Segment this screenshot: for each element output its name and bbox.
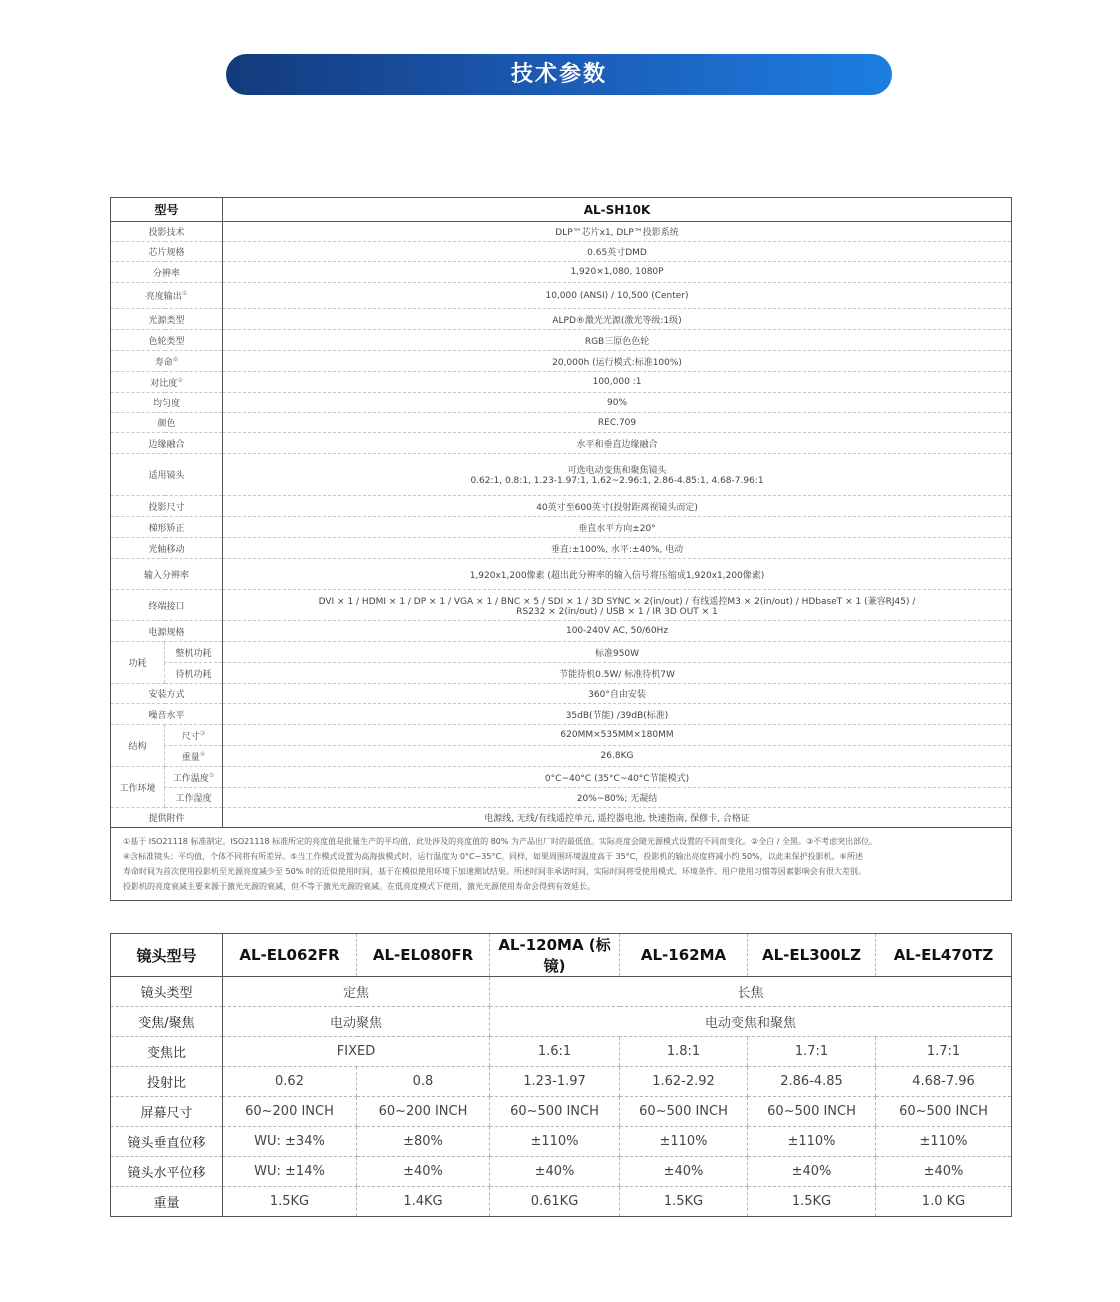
spec-row	[111, 496, 1012, 517]
spec-value: RGB三原色色轮	[223, 330, 1012, 351]
spec-label-cell	[111, 372, 223, 393]
lens-cell: ±80%	[357, 1127, 490, 1157]
spec-value: 垂直水平方向±20°	[223, 517, 1012, 538]
spec-value-cell	[223, 590, 1012, 621]
spec-value: 水平和垂直边缘融合	[223, 433, 1012, 454]
spec-row	[111, 393, 1012, 413]
lens-cell: ±110%	[620, 1127, 748, 1157]
lens-cell: ±40%	[748, 1157, 876, 1187]
lens-cell: 1.5KG	[620, 1187, 748, 1217]
lens-model: AL-162MA	[620, 934, 748, 977]
lens-cell: WU: ±14%	[223, 1157, 357, 1187]
spec-row	[111, 309, 1012, 330]
spec-label: 噪音水平	[111, 704, 223, 725]
lens-header-row	[111, 934, 1012, 977]
lens-cell: 1.5KG	[223, 1187, 357, 1217]
spec-row	[111, 642, 1012, 663]
spec-value: 20,000h (运行模式:标准100%)	[223, 351, 1012, 372]
spec-row	[111, 725, 1012, 746]
spec-value: 10,000 (ANSI) / 10,500 (Center)	[223, 283, 1012, 309]
spec-value: 100-240V AC, 50/60Hz	[223, 621, 1012, 642]
spec-label: 电源规格	[111, 621, 223, 642]
lens-row-label: 变焦/聚焦	[111, 1007, 223, 1037]
spec-label: 提供附件	[111, 808, 223, 828]
lens-cell: ±40%	[357, 1157, 490, 1187]
spec-sub-label-cell	[165, 767, 223, 788]
spec-label: 投影技术	[111, 222, 223, 242]
lens-cell: 1.6:1	[490, 1037, 620, 1067]
lens-row	[111, 977, 1012, 1007]
lens-row	[111, 1097, 1012, 1127]
spec-value: 35dB(节能) /39dB(标准)	[223, 704, 1012, 725]
spec-value: 620MM×535MM×180MM	[223, 725, 1012, 746]
lens-cell: 电动变焦和聚焦	[490, 1007, 1012, 1037]
spec-label: 色轮类型	[111, 330, 223, 351]
footnote-marker: ④	[199, 750, 206, 758]
spec-value-line: RS232 × 2(in/out) / USB × 1 / IR 3D OUT × 1	[516, 606, 718, 617]
spec-label: 光轴移动	[111, 538, 223, 559]
lens-row	[111, 1067, 1012, 1097]
spec-row	[111, 808, 1012, 828]
spec-label: 芯片规格	[111, 242, 223, 262]
spec-sub-label-cell	[165, 746, 223, 767]
spec-value: 0°C~40°C (35°C~40°C节能模式)	[223, 767, 1012, 788]
spec-sub-label-cell	[165, 725, 223, 746]
spec-value: 100,000 :1	[223, 372, 1012, 393]
lens-row	[111, 1037, 1012, 1067]
spec-row	[111, 788, 1012, 808]
lens-cell: 0.61KG	[490, 1187, 620, 1217]
lens-header-label: 镜头型号	[111, 934, 223, 977]
lens-cell: ±110%	[876, 1127, 1012, 1157]
spec-label: 分辨率	[111, 262, 223, 283]
spec-sub-label: 重量	[181, 752, 200, 763]
lens-cell: 0.62	[223, 1067, 357, 1097]
spec-label: 梯形矫正	[111, 517, 223, 538]
spec-label: 均匀度	[111, 393, 223, 413]
lens-cell: 1.23-1.97	[490, 1067, 620, 1097]
spec-row	[111, 283, 1012, 309]
spec-label: 适用镜头	[111, 454, 223, 496]
lens-row-label: 镜头类型	[111, 977, 223, 1007]
spec-value: 垂直:±100%, 水平:±40%, 电动	[223, 538, 1012, 559]
lens-row-label: 变焦比	[111, 1037, 223, 1067]
lens-table	[110, 933, 1012, 1217]
lens-model: AL-EL062FR	[223, 934, 357, 977]
spec-value: 1,920×1,080, 1080P	[223, 262, 1012, 283]
spec-row	[111, 684, 1012, 704]
spec-label-cell	[111, 283, 223, 309]
spec-group-label: 功耗	[111, 642, 165, 684]
lens-cell: ±110%	[748, 1127, 876, 1157]
lens-row	[111, 1007, 1012, 1037]
lens-cell: ±110%	[490, 1127, 620, 1157]
spec-label: 输入分辨率	[111, 559, 223, 590]
spec-value: 40英寸至600英寸(投射距离视镜头而定)	[223, 496, 1012, 517]
spec-label: 寿命	[154, 357, 173, 368]
spec-group-label: 工作环境	[111, 767, 165, 808]
spec-value-line: DVI × 1 / HDMI × 1 / DP × 1 / VGA × 1 / BNC × 5 / SDI × 1 / 3D SYNC × 2(in/out) / 有线遥控M3 × 2(in/out) / HDbaseT × 1 (兼容RJ45) /	[318, 596, 916, 607]
spec-row	[111, 621, 1012, 642]
lens-cell: 1.62-2.92	[620, 1067, 748, 1097]
spec-label: 对比度	[150, 378, 178, 389]
lens-cell: 0.8	[357, 1067, 490, 1097]
lens-cell: 定焦	[223, 977, 490, 1007]
spec-row	[111, 767, 1012, 788]
lens-model: AL-120MA (标镜)	[490, 934, 620, 977]
spec-row	[111, 663, 1012, 684]
spec-value-cell	[223, 454, 1012, 496]
lens-row	[111, 1157, 1012, 1187]
spec-value: 360°自由安装	[223, 684, 1012, 704]
spec-value-line: 0.62:1, 0.8:1, 1.23-1.97:1, 1.62~2.96:1, 2.86-4.85:1, 4.68-7.96:1	[470, 476, 764, 486]
spec-label: 亮度输出	[145, 292, 182, 302]
spec-value: DLP™芯片x1, DLP™投影系统	[223, 222, 1012, 242]
lens-cell: ±40%	[490, 1157, 620, 1187]
lens-cell: 60~500 INCH	[876, 1097, 1012, 1127]
footnote-line: ④含标准镜头；平均值，个体不同将有所差异。⑤当工作模式设置为高海拔模式时，运行温度为 0°C~35°C。同样，如果周围环境温度高于 35°C，投影机的输出亮度将减小约 50%，以此来保护投影机。⑥所述	[123, 852, 863, 861]
footnote-line: ①基于 ISO21118 标准制定。ISO21118 标准所定的亮度值是批量生产的平均值，此处涉及的亮度值的 80% 为产品出厂时的最低值。实际亮度会随光源模式设置的不同而变化。②全白 / 全黑。③不考虑突出部位。	[123, 837, 878, 846]
spec-label: 投影尺寸	[111, 496, 223, 517]
spec-row	[111, 433, 1012, 454]
spec-label: 安装方式	[111, 684, 223, 704]
spec-label: 光源类型	[111, 309, 223, 330]
lens-cell: 1.7:1	[876, 1037, 1012, 1067]
lens-cell: 1.4KG	[357, 1187, 490, 1217]
spec-sub-label: 整机功耗	[165, 642, 223, 663]
lens-cell: 电动聚焦	[223, 1007, 490, 1037]
spec-value: REC.709	[223, 413, 1012, 433]
spec-group-label: 结构	[111, 725, 165, 767]
spec-header-label: 型号	[111, 198, 223, 222]
spec-value: 26.8KG	[223, 746, 1012, 767]
lens-row	[111, 1187, 1012, 1217]
lens-cell: 60~500 INCH	[490, 1097, 620, 1127]
spec-header-row	[111, 198, 1012, 222]
spec-row	[111, 242, 1012, 262]
footnote-line: 寿命时间为首次使用投影机至光源亮度减少至 50% 时的近似使用时间，基于在模拟使用环境下加速测试结果。所述时间非承诺时间，实际时间将受使用模式、环境条件、用户使用习惯等因素影响会有很大差别。	[123, 867, 866, 876]
lens-cell: FIXED	[223, 1037, 490, 1067]
spec-value: 0.65英寸DMD	[223, 242, 1012, 262]
spec-row	[111, 222, 1012, 242]
lens-cell: 60~500 INCH	[620, 1097, 748, 1127]
footnote-marker: ①	[181, 290, 188, 297]
lens-model: AL-EL470TZ	[876, 934, 1012, 977]
spec-value: 1,920x1,200像素 (超出此分辨率的输入信号将压缩成1,920x1,200像素)	[223, 559, 1012, 590]
spec-row	[111, 746, 1012, 767]
spec-value: 20%~80%; 无凝结	[223, 788, 1012, 808]
spec-row	[111, 517, 1012, 538]
spec-label: 颜色	[111, 413, 223, 433]
section-title: 技术参数	[510, 62, 607, 87]
spec-sub-label: 工作温度	[172, 773, 209, 784]
section-title-banner	[226, 54, 892, 95]
spec-value: 电源线, 无线/有线遥控单元, 遥控器电池, 快速指南, 保修卡, 合格证	[223, 808, 1012, 828]
spec-row	[111, 372, 1012, 393]
spec-row	[111, 351, 1012, 372]
lens-cell: ±40%	[620, 1157, 748, 1187]
lens-model: AL-EL080FR	[357, 934, 490, 977]
spec-row	[111, 538, 1012, 559]
lens-cell: 4.68-7.96	[876, 1067, 1012, 1097]
spec-value: 节能待机0.5W/ 标准待机7W	[223, 663, 1012, 684]
spec-notes-row	[111, 828, 1012, 901]
footnote-marker: ⑥	[172, 355, 179, 363]
spec-row	[111, 262, 1012, 283]
spec-row	[111, 704, 1012, 725]
lens-cell: 1.5KG	[748, 1187, 876, 1217]
spec-label: 终端接口	[111, 590, 223, 621]
spec-row	[111, 559, 1012, 590]
lens-row-label: 镜头垂直位移	[111, 1127, 223, 1157]
lens-cell: 1.0 KG	[876, 1187, 1012, 1217]
footnote-line: 投影机的亮度衰减主要来源于激光光源的衰减，但不等于激光光源的衰减。在低亮度模式下使用，激光光源使用寿命会得到有效延长。	[123, 882, 595, 891]
lens-cell: 2.86-4.85	[748, 1067, 876, 1097]
lens-cell: 长焦	[490, 977, 1012, 1007]
spec-table	[110, 197, 1012, 901]
spec-row	[111, 454, 1012, 496]
spec-value: 标准950W	[223, 642, 1012, 663]
footnote-marker: ③	[199, 729, 206, 737]
spec-row	[111, 590, 1012, 621]
lens-row-label: 重量	[153, 1196, 180, 1211]
lens-row-label: 镜头水平位移	[111, 1157, 223, 1187]
footnote-marker: ②	[177, 376, 183, 384]
spec-model: AL-SH10K	[223, 198, 1012, 222]
lens-cell: 60~200 INCH	[357, 1097, 490, 1127]
lens-cell: WU: ±34%	[223, 1127, 357, 1157]
lens-cell: 60~500 INCH	[748, 1097, 876, 1127]
lens-cell: 1.7:1	[748, 1037, 876, 1067]
lens-cell: 1.8:1	[620, 1037, 748, 1067]
spec-footnotes	[111, 828, 1012, 901]
spec-value: 90%	[223, 393, 1012, 413]
spec-sub-label: 尺寸	[181, 731, 200, 742]
lens-row-label: 屏幕尺寸	[111, 1097, 223, 1127]
lens-row	[111, 1127, 1012, 1157]
lens-row-label: 投射比	[111, 1067, 223, 1097]
lens-model: AL-EL300LZ	[748, 934, 876, 977]
spec-value: ALPD®激光光源(激光等级:1级)	[223, 309, 1012, 330]
lens-cell: 60~200 INCH	[223, 1097, 357, 1127]
spec-sub-label: 工作湿度	[165, 788, 223, 808]
spec-row	[111, 330, 1012, 351]
spec-sub-label: 待机功耗	[165, 663, 223, 684]
footnote-marker: ⑤	[208, 771, 215, 779]
lens-cell: ±40%	[876, 1157, 1012, 1187]
spec-label-cell	[111, 351, 223, 372]
spec-label: 边缘融合	[111, 433, 223, 454]
spec-value-line: 可选电动变焦和聚焦镜头	[567, 466, 667, 476]
spec-row	[111, 413, 1012, 433]
